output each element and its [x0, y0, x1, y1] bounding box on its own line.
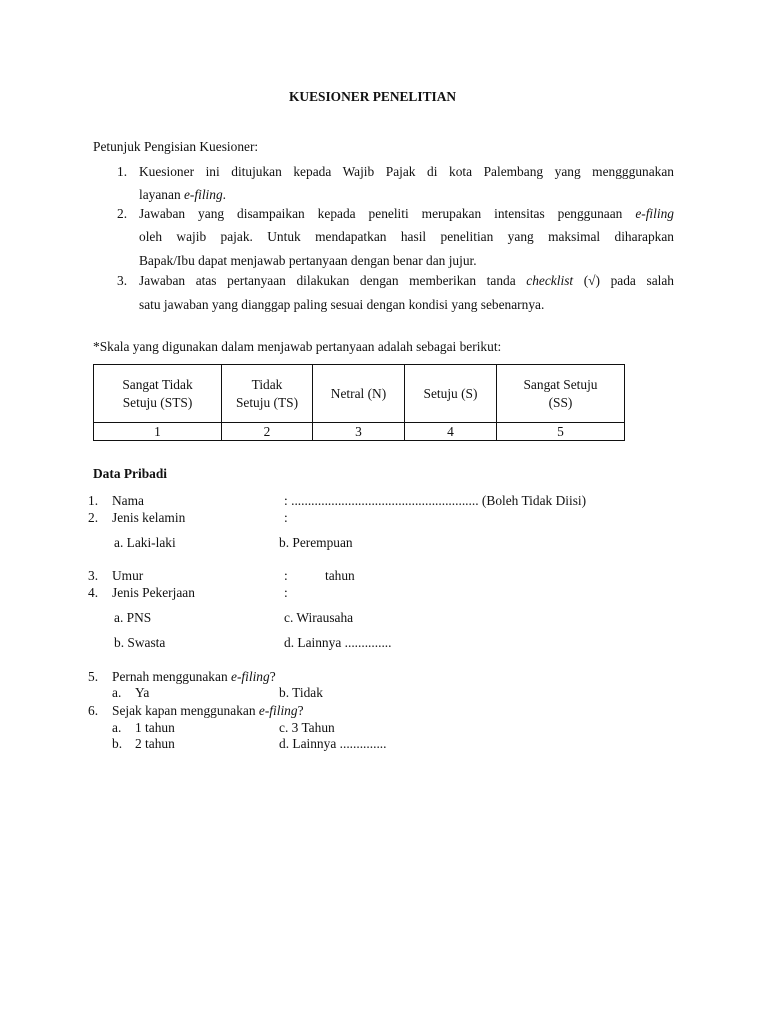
q6-number: 6.	[88, 703, 99, 718]
q5-label-text: Pernah menggunakan	[112, 669, 231, 684]
q4-number: 4.	[88, 585, 99, 600]
q2-label: Jenis kelamin	[112, 510, 186, 525]
q1-colon: :	[284, 493, 288, 508]
q2-option-male[interactable]: a. Laki-laki	[114, 535, 176, 550]
instruction-1-text-end: .	[222, 187, 227, 202]
q1-blank[interactable]: ........................................................	[291, 493, 479, 508]
q4-colon: :	[284, 585, 288, 600]
q2-number: 2.	[88, 510, 99, 525]
scale-header-sts-line-2: Setuju (STS)	[122, 394, 193, 410]
q4-option-pns[interactable]: a. PNS	[114, 610, 152, 625]
q2-colon: :	[284, 510, 288, 525]
page-title: KUESIONER PENELITIAN	[289, 89, 457, 104]
q3-colon: :	[284, 568, 288, 583]
q6-option-a-letter: a.	[112, 720, 122, 735]
scale-value-3: 3	[313, 423, 405, 441]
scale-header-ts-line-2: Setuju (TS)	[235, 394, 299, 410]
scale-table	[93, 364, 625, 441]
q4-option-swasta[interactable]: b. Swasta	[114, 635, 166, 650]
scale-header-sts-line-1: Sangat Tidak	[122, 376, 193, 392]
q6-label-end: ?	[297, 703, 304, 718]
q5-number: 5.	[88, 669, 99, 684]
scale-header-n	[313, 365, 405, 423]
q5-label	[112, 669, 276, 686]
q6-option-lainnya-label: d. Lainnya	[279, 736, 337, 751]
q6-label-emphasis: e-filing	[258, 703, 298, 718]
instruction-2-line-2: oleh wajib pajak. Untuk mendapatkan hasil penelitian yang maksimal diharapkan	[139, 229, 674, 244]
q4-label: Jenis Pekerjaan	[112, 585, 195, 600]
q6-option-lainnya[interactable]	[279, 736, 387, 753]
personal-data-heading: Data Pribadi	[93, 466, 168, 481]
q6-label-text: Sejak kapan menggunakan	[112, 703, 259, 718]
instruction-3-text: Jawaban atas pertanyaan dilakukan dengan memberikan tanda	[139, 273, 527, 288]
scale-header-ts-line-1: Tidak	[251, 376, 283, 392]
scale-value-5: 5	[497, 423, 625, 441]
q1-number: 1.	[88, 493, 99, 508]
scale-header-ss	[497, 365, 625, 423]
instruction-2-line-3: Bapak/Ibu dapat menjawab pertanyaan dengan benar dan jujur.	[139, 253, 477, 268]
instruction-3-line-1	[139, 273, 674, 290]
scale-value-4: 4	[405, 423, 497, 441]
instruction-2-text: Jawaban yang disampaikan kepada peneliti merupakan intensitas penggunaan	[139, 206, 636, 221]
scale-value-1: 1	[94, 423, 222, 441]
q5-option-a-letter: a.	[112, 685, 122, 700]
q1-field[interactable]	[284, 493, 586, 510]
q5-option-no[interactable]: b. Tidak	[279, 685, 323, 700]
scale-intro: *Skala yang digunakan dalam menjawab pertanyaan adalah sebagai berikut:	[93, 339, 502, 354]
instruction-1-line-2	[139, 187, 226, 204]
scale-value-2: 2	[222, 423, 313, 441]
q3-label: Umur	[112, 568, 144, 583]
q5-label-emphasis: e-filing	[231, 669, 270, 684]
scale-header-ts	[222, 365, 313, 423]
instruction-number-2: 2.	[117, 206, 128, 221]
q3-unit: tahun	[325, 568, 355, 583]
instruction-number-1: 1.	[117, 164, 128, 179]
instruction-2-line-1	[139, 206, 674, 223]
q6-option-3-years[interactable]: c. 3 Tahun	[279, 720, 335, 735]
scale-header-row	[94, 365, 625, 423]
q5-label-end: ?	[269, 669, 276, 684]
instruction-1-emphasis: e-filing	[183, 187, 223, 202]
q4-option-lainnya[interactable]	[284, 635, 392, 652]
scale-header-n-line-1: Netral (N)	[330, 385, 387, 401]
q6-label	[112, 703, 304, 720]
q1-label: Nama	[112, 493, 144, 508]
scale-header-ss-line-2: (SS)	[548, 394, 573, 410]
scale-header-s	[405, 365, 497, 423]
q5-option-yes[interactable]: Ya	[135, 685, 150, 700]
q2-option-female[interactable]: b. Perempuan	[279, 535, 353, 550]
scale-value-row	[94, 423, 625, 441]
q6-option-b-letter: b.	[112, 736, 123, 751]
q6-option-1-year[interactable]: 1 tahun	[135, 720, 175, 735]
q3-number: 3.	[88, 568, 99, 583]
instruction-3-line-2: satu jawaban yang dianggap paling sesuai dengan kondisi yang sebenarnya.	[139, 297, 545, 312]
q4-option-lainnya-label: d. Lainnya	[284, 635, 342, 650]
scale-header-sts	[94, 365, 222, 423]
q6-option-2-years[interactable]: 2 tahun	[135, 736, 175, 751]
instruction-3-text-end: (√) pada salah	[573, 273, 674, 288]
q4-option-wirausaha[interactable]: c. Wirausaha	[284, 610, 354, 625]
q4-lainnya-blank[interactable]: ..............	[344, 635, 392, 650]
q6-lainnya-blank[interactable]: ..............	[339, 736, 387, 751]
q1-note: (Boleh Tidak Diisi)	[481, 493, 587, 508]
scale-header-s-line-1: Setuju (S)	[423, 385, 478, 401]
instruction-1-text: layanan	[139, 187, 184, 202]
instructions-heading: Petunjuk Pengisian Kuesioner:	[93, 139, 259, 154]
instruction-2-emphasis: e-filing	[635, 206, 674, 221]
instruction-number-3: 3.	[117, 273, 128, 288]
instruction-1-line-1: Kuesioner ini ditujukan kepada Wajib Pajak di kota Palembang yang mengggunakan	[139, 164, 674, 179]
scale-header-ss-line-1: Sangat Setuju	[523, 376, 598, 392]
instruction-3-emphasis: checklist	[526, 273, 574, 288]
